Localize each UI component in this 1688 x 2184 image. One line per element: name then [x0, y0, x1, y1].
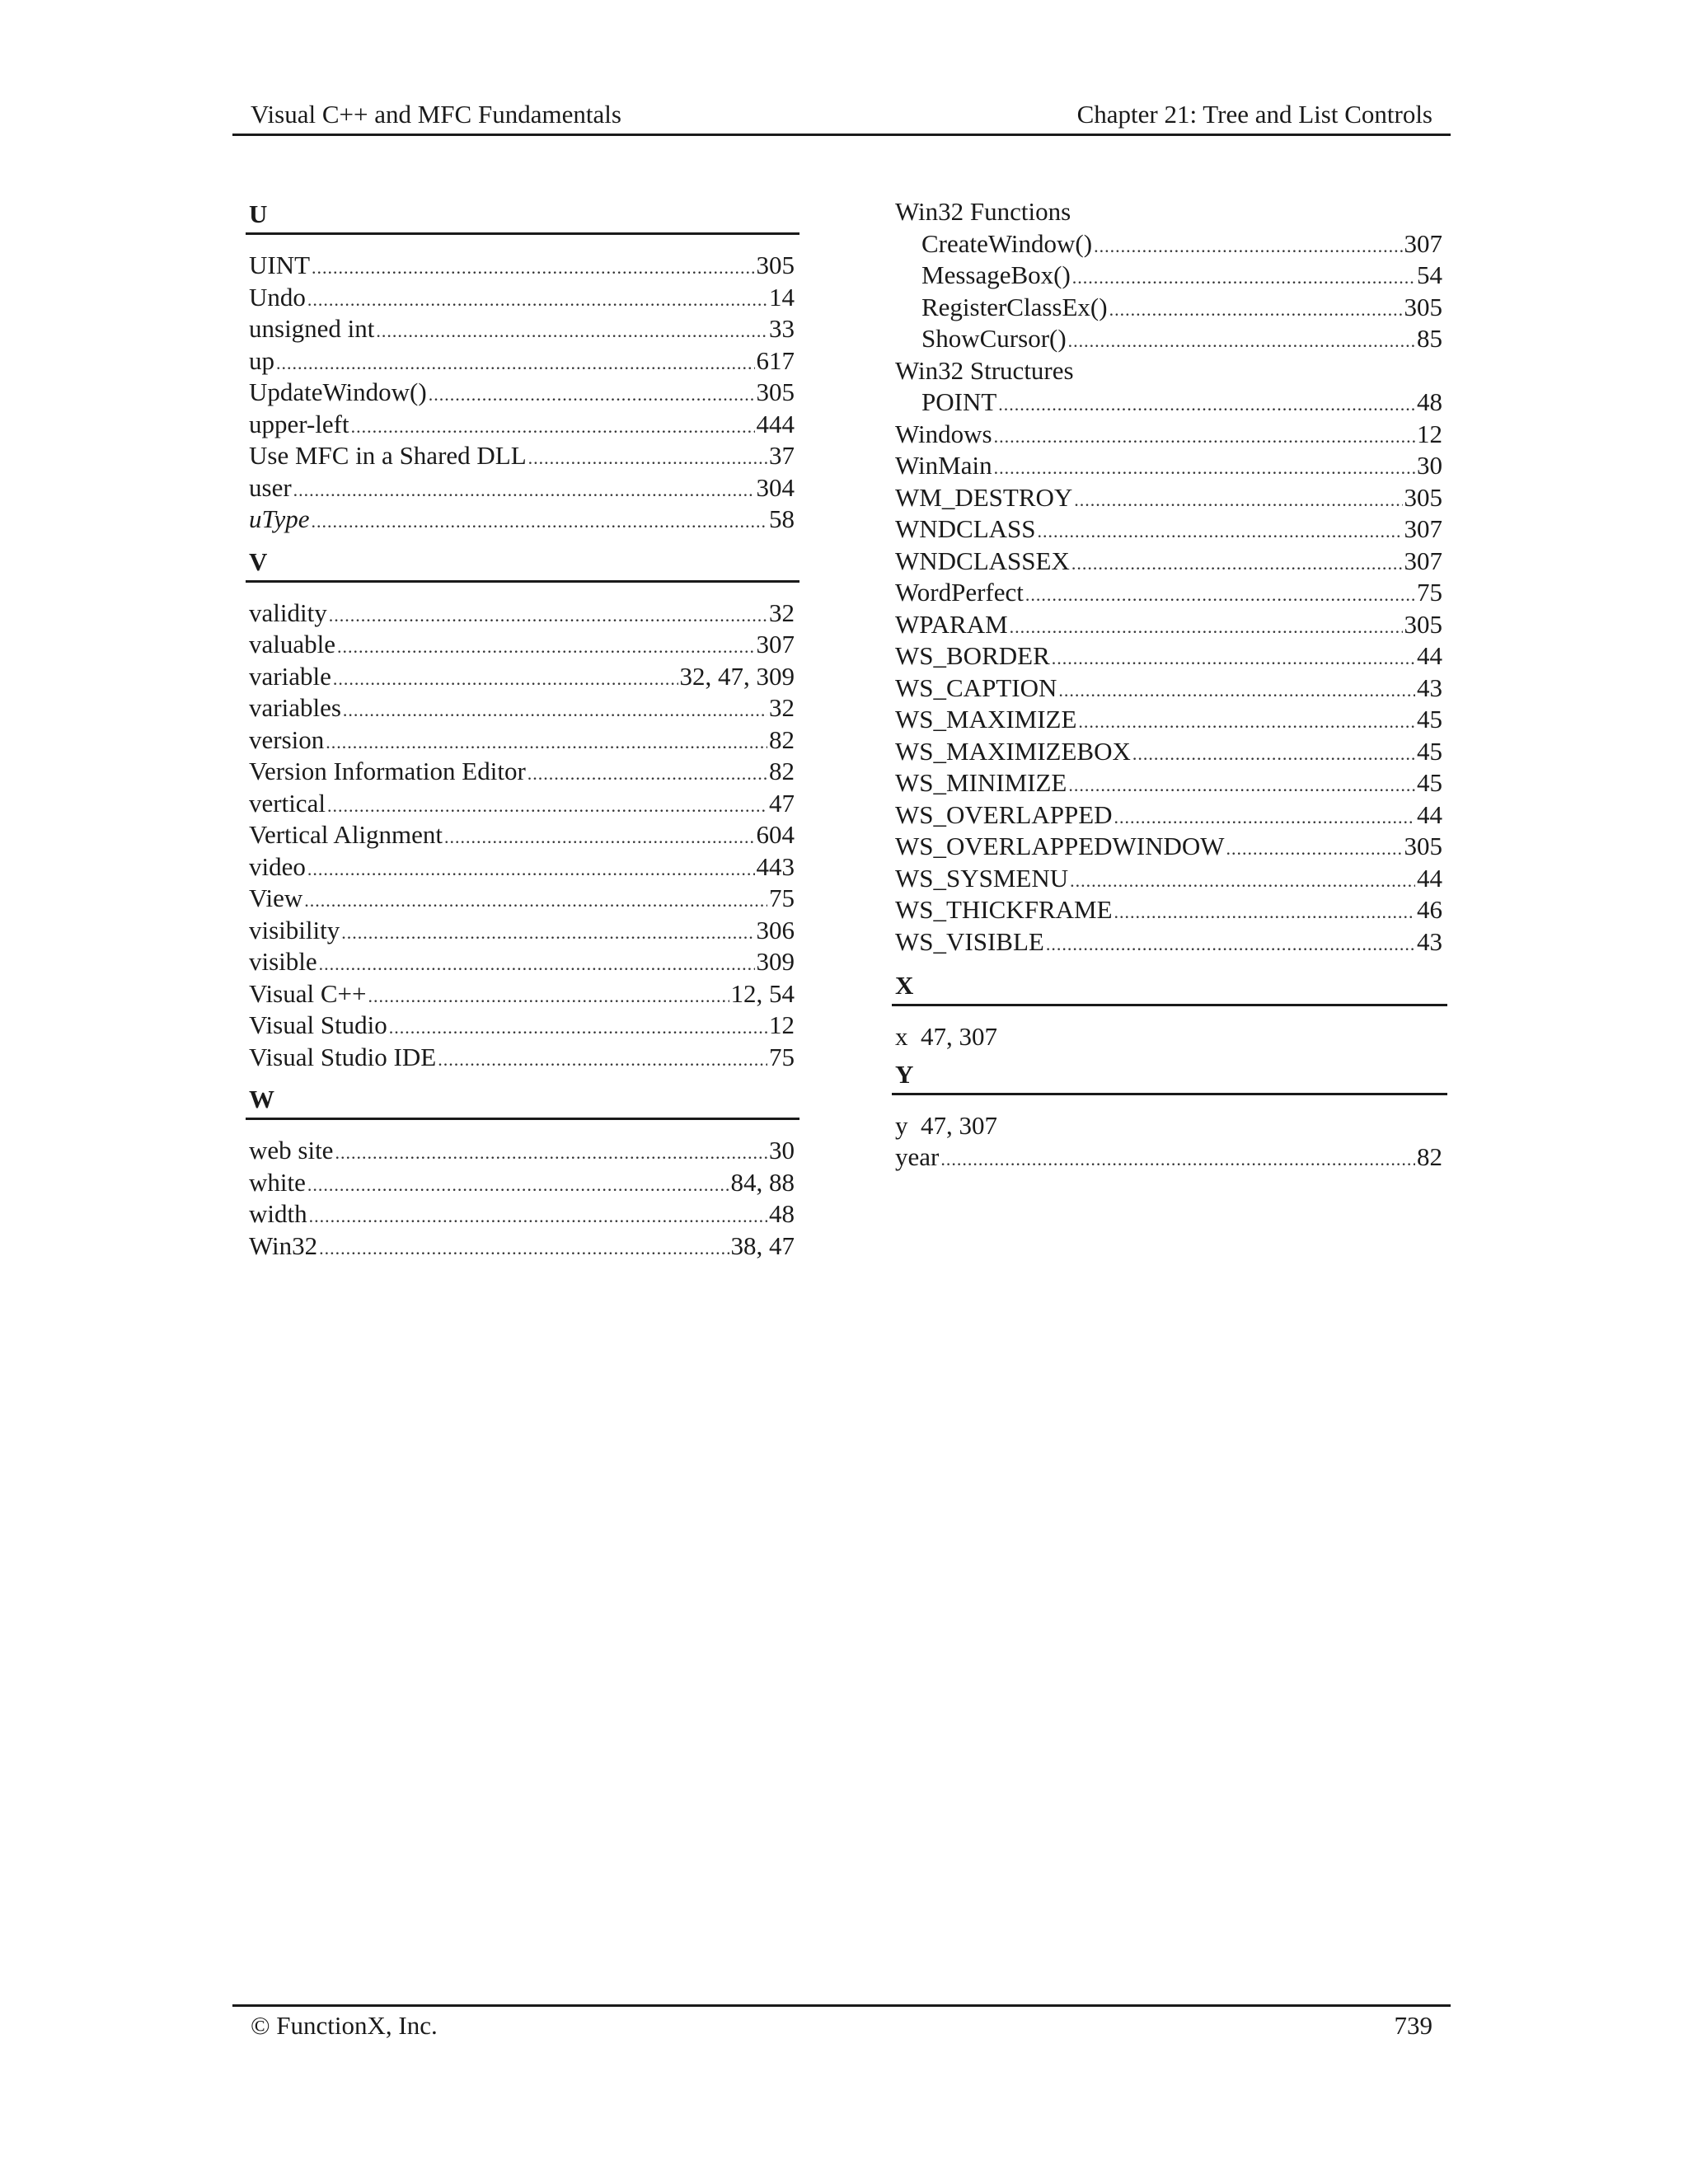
page-references: 30 — [1417, 451, 1442, 480]
index-entry — [892, 228, 1447, 260]
index-term: CreateWindow() — [921, 228, 1093, 258]
entries-win32-structures — [892, 387, 1447, 419]
index-term: user — [249, 472, 292, 502]
index-entry — [246, 1230, 799, 1263]
chapter-title: Chapter 21: Tree and List Controls — [1076, 100, 1432, 129]
index-term: UpdateWindow() — [249, 377, 427, 406]
page-references: 305 — [756, 251, 795, 279]
dot-leader — [329, 600, 767, 632]
page-references: 444 — [756, 409, 795, 438]
section-heading-x: X — [892, 968, 1447, 1006]
index-term: up — [249, 345, 274, 375]
page-references: 443 — [756, 851, 795, 881]
index-entry — [246, 409, 799, 441]
index-term: WNDCLASS — [895, 514, 1036, 543]
page-references: 305 — [1404, 292, 1442, 321]
index-entry — [892, 546, 1447, 578]
page-references: 309 — [756, 947, 795, 976]
index-term: web site — [249, 1136, 334, 1165]
index-term: Use MFC in a Shared DLL — [249, 441, 527, 470]
dot-leader — [1070, 865, 1415, 898]
page-references: 46 — [1417, 895, 1442, 924]
index-term: MessageBox() — [921, 260, 1071, 289]
index-entry — [246, 345, 799, 377]
index-term: visibility — [249, 915, 340, 944]
index-term: white — [249, 1167, 306, 1197]
page-references: 37 — [769, 441, 795, 470]
page-references: 307 — [1404, 546, 1442, 575]
index-entry — [892, 260, 1447, 292]
entries-win32-functions — [892, 228, 1447, 355]
page-references: 44 — [1417, 863, 1442, 893]
dot-leader — [309, 1201, 767, 1233]
page-references: 12 — [1417, 419, 1442, 448]
page-references: 30 — [769, 1136, 795, 1165]
page-references: 82 — [769, 757, 795, 785]
index-term: WordPerfect — [895, 578, 1024, 607]
page-footer — [232, 2004, 1451, 2046]
page-references: 38, 47 — [730, 1230, 795, 1260]
index-entry — [892, 450, 1447, 482]
index-term: Win32 — [249, 1230, 318, 1260]
page-references: 47 — [769, 788, 795, 818]
page-references: 44 — [1417, 641, 1442, 670]
index-term: WS_CAPTION — [895, 673, 1057, 702]
dot-leader — [1068, 770, 1415, 802]
index-entry-x: x 47, 307 — [895, 1022, 997, 1051]
index-term: WPARAM — [895, 609, 1008, 639]
dot-leader — [438, 1044, 767, 1076]
index-term: version — [249, 724, 325, 754]
index-entry — [246, 1042, 799, 1074]
page-references: 305 — [1404, 832, 1442, 860]
dot-leader — [319, 1233, 729, 1265]
page-references: 307 — [756, 630, 795, 658]
group-label-win32-structures: Win32 Structures — [895, 355, 1074, 385]
index-term: valuable — [249, 630, 336, 658]
dot-leader — [1114, 802, 1415, 834]
index-entry — [246, 661, 799, 693]
dot-leader — [327, 790, 767, 823]
index-term: UINT — [249, 251, 311, 279]
index-term: Version Information Editor — [249, 757, 526, 785]
index-entry — [892, 704, 1447, 736]
index-entry — [892, 640, 1447, 673]
section-heading-v: V — [246, 544, 799, 583]
index-entry — [246, 692, 799, 724]
index-entry — [246, 377, 799, 409]
page-references: 45 — [1417, 768, 1442, 797]
dot-leader — [1038, 516, 1403, 548]
index-term: vertical — [249, 788, 326, 818]
index-entry — [246, 250, 799, 282]
page-references: 305 — [1404, 482, 1442, 512]
index-entry — [246, 978, 799, 1010]
dot-leader — [351, 411, 755, 443]
page-references: 85 — [1417, 324, 1442, 353]
index-term: Undo — [249, 282, 306, 312]
index-term: uType — [249, 504, 310, 533]
index-term: video — [249, 851, 306, 881]
index-entry — [892, 831, 1447, 863]
index-term: WS_SYSMENU — [895, 863, 1069, 893]
entries-v — [246, 598, 799, 1074]
page-references: 48 — [1417, 387, 1442, 416]
copyright: © FunctionX, Inc. — [251, 2011, 438, 2040]
page-references: 307 — [1404, 228, 1442, 258]
dot-leader — [528, 443, 767, 475]
index-entry — [246, 629, 799, 661]
index-entry — [892, 577, 1447, 609]
page-references: 48 — [769, 1199, 795, 1228]
entries-y — [892, 1141, 1447, 1174]
entries-w-continued — [892, 419, 1447, 958]
index-entry — [892, 863, 1447, 895]
page-references: 58 — [769, 504, 795, 533]
index-entry — [246, 504, 799, 536]
index-term: WM_DESTROY — [895, 482, 1073, 512]
index-section-v — [246, 544, 799, 1074]
index-term: upper-left — [249, 409, 349, 438]
index-term: variables — [249, 693, 341, 722]
index-entry — [892, 513, 1447, 546]
dot-leader — [337, 631, 754, 663]
dot-leader — [335, 1137, 767, 1169]
dot-leader — [1132, 738, 1415, 771]
index-entry — [246, 282, 799, 314]
dot-leader — [528, 758, 767, 790]
page-references: 54 — [1417, 260, 1442, 289]
index-term: WS_THICKFRAME — [895, 895, 1113, 924]
dot-leader — [994, 452, 1415, 485]
index-section-x — [892, 968, 1447, 1053]
index-entry — [246, 756, 799, 788]
index-term: variable — [249, 661, 331, 691]
page-references: 45 — [1417, 736, 1442, 766]
index-section-y — [892, 1057, 1447, 1174]
dot-leader — [307, 284, 767, 316]
dot-leader — [1010, 612, 1403, 644]
dot-leader — [341, 917, 754, 949]
dot-leader — [326, 727, 767, 759]
page-references: 82 — [769, 724, 795, 754]
index-entry — [246, 598, 799, 630]
index-term: WS_OVERLAPPEDWINDOW — [895, 832, 1225, 860]
page-references: 12, 54 — [730, 978, 795, 1008]
index-entry — [892, 926, 1447, 958]
index-entry — [246, 472, 799, 504]
index-entry — [892, 609, 1447, 641]
index-term: visible — [249, 947, 317, 976]
index-entry — [892, 419, 1447, 451]
page-references: 43 — [1417, 673, 1442, 702]
index-term: unsigned int — [249, 314, 375, 343]
index-term: POINT — [921, 387, 997, 416]
index-entry — [892, 894, 1447, 926]
dot-leader — [333, 663, 678, 696]
index-term: WNDCLASSEX — [895, 546, 1070, 575]
index-entry — [892, 387, 1447, 419]
dot-leader — [998, 389, 1415, 421]
index-entry — [892, 736, 1447, 768]
index-section-w — [246, 1081, 799, 1262]
page-references: 44 — [1417, 799, 1442, 829]
section-heading-w: W — [246, 1081, 799, 1120]
index-entry — [246, 1010, 799, 1042]
page-references: 306 — [756, 915, 795, 944]
index-term: Visual C++ — [249, 978, 367, 1008]
page-references: 75 — [1417, 578, 1442, 607]
page-references: 304 — [756, 472, 795, 502]
dot-leader — [376, 316, 767, 348]
page-references: 32, 47, 309 — [679, 661, 795, 691]
entries-u — [246, 250, 799, 536]
dot-leader — [1226, 833, 1403, 865]
index-entry — [246, 819, 799, 851]
dot-leader — [1058, 675, 1415, 707]
dot-leader — [304, 885, 767, 917]
dot-leader — [389, 1012, 767, 1044]
section-heading-u: U — [246, 196, 799, 235]
index-term: WS_MINIMIZE — [895, 768, 1067, 797]
page-references: 82 — [1417, 1142, 1442, 1171]
page-references: 75 — [769, 1042, 795, 1071]
index-entry-y: y 47, 307 — [895, 1110, 997, 1140]
index-entry — [246, 313, 799, 345]
index-column-left — [246, 196, 799, 1262]
page-references: 75 — [769, 883, 795, 912]
dot-leader — [1114, 897, 1415, 929]
index-section-u — [246, 196, 799, 536]
dot-leader — [307, 1169, 729, 1202]
dot-leader — [1109, 294, 1403, 326]
dot-leader — [1046, 929, 1415, 961]
index-entry — [246, 788, 799, 820]
page-references: 305 — [756, 377, 795, 406]
index-entry — [246, 440, 799, 472]
page-references: 84, 88 — [730, 1167, 795, 1197]
dot-leader — [1071, 548, 1403, 580]
index-term: WS_VISIBLE — [895, 926, 1044, 956]
dot-leader — [1072, 262, 1415, 294]
page-references: 45 — [1417, 705, 1442, 733]
dot-leader — [276, 348, 755, 380]
index-term: RegisterClassEx() — [921, 292, 1108, 321]
index-term: Visual Studio IDE — [249, 1042, 437, 1071]
dot-leader — [368, 981, 729, 1013]
dot-leader — [312, 252, 754, 284]
group-label-win32-functions: Win32 Functions — [895, 197, 1071, 226]
index-term: validity — [249, 598, 327, 627]
dot-leader — [940, 1144, 1415, 1176]
index-entry — [246, 851, 799, 883]
dot-leader — [307, 854, 755, 886]
index-term: WS_BORDER — [895, 641, 1050, 670]
index-entry — [892, 292, 1447, 324]
index-term: year — [895, 1142, 940, 1171]
page-references: 32 — [769, 598, 795, 627]
index-entry — [892, 482, 1447, 514]
index-term: WinMain — [895, 451, 992, 480]
page-references: 14 — [769, 282, 795, 312]
dot-leader — [994, 421, 1415, 453]
page-references: 43 — [1417, 926, 1442, 956]
page-header — [232, 97, 1451, 136]
index-entry — [246, 915, 799, 947]
index-entry — [246, 1198, 799, 1230]
dot-leader — [1078, 706, 1415, 738]
index-term: WS_MAXIMIZEBOX — [895, 736, 1131, 766]
index-entry — [246, 724, 799, 757]
section-heading-y: Y — [892, 1057, 1447, 1095]
page-references: 305 — [1404, 609, 1442, 639]
page-number: 739 — [1394, 2011, 1432, 2040]
page-references: 307 — [1404, 514, 1442, 543]
page-references: 617 — [756, 345, 795, 375]
index-entry — [892, 767, 1447, 799]
index-term: WS_OVERLAPPED — [895, 799, 1113, 829]
index-term: Vertical Alignment — [249, 820, 443, 849]
page-references: 12 — [769, 1010, 795, 1039]
dot-leader — [319, 949, 755, 981]
index-term: ShowCursor() — [921, 324, 1067, 353]
entries-w — [246, 1135, 799, 1262]
index-term: View — [249, 883, 303, 912]
dot-leader — [1068, 326, 1415, 358]
index-term: WS_MAXIMIZE — [895, 705, 1077, 733]
index-column-right — [892, 196, 1447, 1174]
dot-leader — [444, 822, 754, 854]
book-title: Visual C++ and MFC Fundamentals — [251, 100, 621, 129]
page-references: 604 — [756, 820, 795, 849]
dot-leader — [1052, 643, 1415, 675]
index-entry — [892, 1141, 1447, 1174]
page-references: 33 — [769, 314, 795, 343]
dot-leader — [1074, 485, 1402, 517]
index-entry — [246, 883, 799, 915]
index-entry — [246, 1167, 799, 1199]
dot-leader — [1094, 231, 1402, 263]
index-term: Windows — [895, 419, 992, 448]
index-entry — [892, 673, 1447, 705]
dot-leader — [293, 475, 755, 507]
dot-leader — [429, 379, 755, 411]
index-entry — [892, 323, 1447, 355]
index-entry — [246, 946, 799, 978]
dot-leader — [343, 695, 767, 727]
index-entry — [246, 1135, 799, 1167]
index-term: Visual Studio — [249, 1010, 387, 1039]
dot-leader — [1025, 579, 1415, 612]
dot-leader — [311, 506, 767, 538]
index-term: width — [249, 1199, 307, 1228]
index-entry — [892, 799, 1447, 832]
page-references: 32 — [769, 693, 795, 722]
